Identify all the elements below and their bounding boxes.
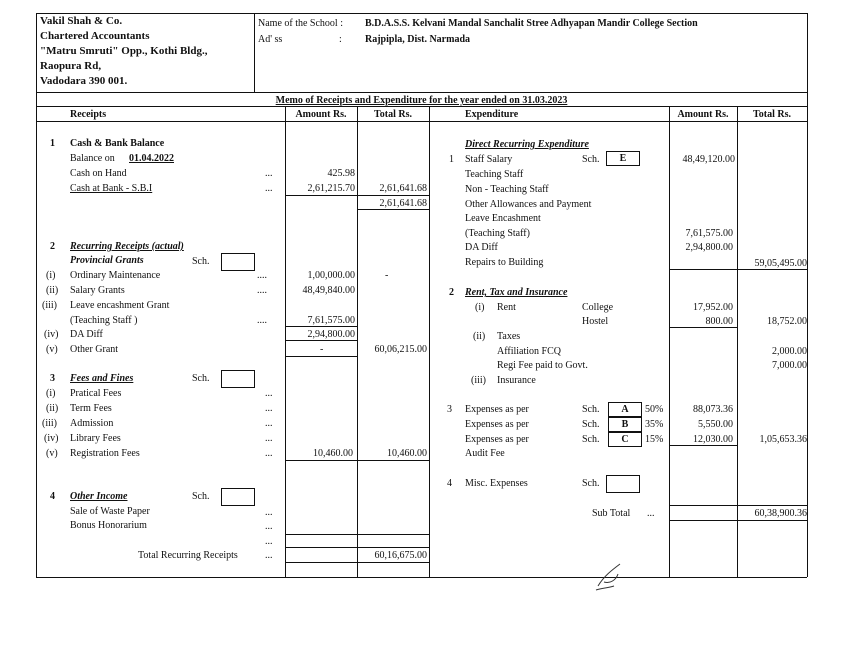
- r4-sch-box: [221, 488, 255, 506]
- e3-a-sch: Sch.: [582, 404, 600, 415]
- r3-rule: [285, 460, 429, 461]
- e1-sch-e: E: [606, 151, 640, 166]
- e3-b-sch: Sch.: [582, 419, 600, 430]
- e3-sch-a: A: [608, 402, 642, 417]
- r2-i-no: (i): [46, 270, 56, 281]
- e2-no: 2: [449, 287, 454, 298]
- e2-hostel: Hostel: [582, 316, 609, 327]
- e4-sch-box: [606, 475, 640, 493]
- header-bottom: [36, 92, 807, 93]
- r4-rule-a: [285, 534, 429, 535]
- r2-total: 60,06,215.00: [374, 344, 427, 355]
- r4-rule-b: [285, 547, 429, 548]
- e1-da-diff: DA Diff: [465, 242, 498, 253]
- r4-a-label: Sale of Waste Paper: [70, 506, 150, 517]
- e3-b-label: Expenses as per: [465, 419, 529, 430]
- e1-staff-salary: Staff Salary: [465, 154, 513, 165]
- e2-college: College: [582, 302, 614, 313]
- r3-v-dots: ...: [265, 448, 273, 459]
- e1-staff-salary-amt: 48,49,120.00: [682, 154, 735, 165]
- r2-i-label: Ordinary Maintenance: [70, 270, 161, 281]
- e1-total: 59,05,495.00: [754, 258, 807, 269]
- col-line-3: [429, 106, 430, 577]
- r1-total: 2,61,641.68: [379, 183, 427, 194]
- r2-iv-no: (iv): [44, 329, 59, 340]
- r3-ii-dots: ...: [265, 403, 273, 414]
- e2-rent-i: (i): [475, 302, 485, 313]
- r2-ii-label: Salary Grants: [70, 285, 125, 296]
- r4-b-dots: ...: [265, 521, 273, 532]
- r1-bank-dots: ...: [265, 183, 273, 194]
- r3-v-amt: 10,460.00: [313, 448, 353, 459]
- col-line-5: [737, 106, 738, 577]
- firm-line3: "Matru Smruti" Opp., Kothi Bldg.,: [40, 45, 208, 57]
- e3-rule: [669, 445, 737, 446]
- r4-sch: Sch.: [192, 491, 210, 502]
- frame-top: [36, 13, 807, 14]
- r2-i-dots: ....: [257, 270, 267, 281]
- firm-line2: Chartered Accountants: [40, 30, 150, 42]
- r3-no: 3: [50, 373, 55, 384]
- e3-a-label: Expenses as per: [465, 404, 529, 415]
- r3-title: Fees and Fines: [70, 373, 134, 384]
- e1-non-teaching: Non - Teaching Staff: [465, 184, 549, 195]
- r3-i-label: Pratical Fees: [70, 388, 122, 399]
- r1-cash-amt: 425.98: [327, 168, 355, 179]
- e2-rent-total: 18,752.00: [767, 316, 807, 327]
- col-amount: Amount Rs.: [295, 109, 347, 120]
- e1-leave-enc2: (Teaching Staff): [465, 228, 530, 239]
- frame-right: [807, 13, 808, 577]
- r2-v-label: Other Grant: [70, 344, 119, 355]
- e3-pct-b: 35%: [645, 419, 664, 430]
- subtotal-value: 60,38,900.36: [754, 508, 807, 519]
- colhead-bottom: [36, 121, 807, 122]
- r2-iv-label: DA Diff: [70, 329, 103, 340]
- e2-rent: Rent: [497, 302, 516, 313]
- e1-leave-enc: Leave Encashment: [465, 213, 541, 224]
- e3-amt-b: 5,550.00: [698, 419, 733, 430]
- e1-teaching: Teaching Staff: [465, 169, 524, 180]
- r3-ii-no: (ii): [46, 403, 59, 414]
- e1-sch: Sch.: [582, 154, 600, 165]
- r1-rule-a: [285, 195, 429, 196]
- e2-ins-iii: (iii): [471, 375, 486, 386]
- e3-c-label: Expenses as per: [465, 434, 529, 445]
- signature-mark: [590, 556, 630, 596]
- r3-total: 10,460.00: [387, 448, 427, 459]
- r1-cash-label: Cash on Hand: [70, 168, 127, 179]
- r2-sch: Sch.: [192, 256, 210, 267]
- frame-bottom: [36, 577, 807, 578]
- r3-ii-label: Term Fees: [70, 403, 112, 414]
- col-line-4: [669, 106, 670, 577]
- r2-ii-no: (ii): [46, 285, 59, 296]
- e3-audit-fee: Audit Fee: [465, 448, 505, 459]
- r1-balance-on: Balance on: [70, 153, 115, 164]
- total-receipts-value: 60,16,675.00: [374, 550, 427, 561]
- e3-c-sch: Sch.: [582, 434, 600, 445]
- r2-i-dash: -: [385, 270, 389, 281]
- subtotal-rule-bottom: [669, 520, 807, 521]
- r3-i-dots: ...: [265, 388, 273, 399]
- r2-iii-amt: 7,61,575.00: [307, 315, 355, 326]
- r2-i-amt: 1,00,000.00: [307, 270, 355, 281]
- e1-da-diff-amt: 2,94,800.00: [685, 242, 733, 253]
- r1-balance-date: 01.04.2022: [129, 153, 174, 164]
- r3-i-no: (i): [46, 388, 56, 399]
- e3-no: 3: [447, 404, 452, 415]
- r2-iii-label2: (Teaching Staff ): [70, 315, 138, 326]
- e3-pct-a: 50%: [645, 404, 664, 415]
- r4-title: Other Income: [70, 491, 128, 502]
- r1-title: Cash & Bank Balance: [70, 138, 165, 149]
- total-receipts-dots: ...: [265, 550, 273, 561]
- r2-iii-no: (iii): [42, 300, 57, 311]
- e1-repairs: Repairs to Building: [465, 257, 544, 268]
- school-name-label: Name of the School :: [258, 18, 343, 29]
- header-divider: [254, 13, 255, 92]
- e2-affiliation-total: 2,000.00: [772, 346, 807, 357]
- col-expenditure: Expenditure: [465, 109, 519, 120]
- e2-taxes: Taxes: [497, 331, 521, 342]
- r3-iv-no: (iv): [44, 433, 59, 444]
- r2-no: 2: [50, 241, 55, 252]
- r2-sub: Provincial Grants: [70, 255, 144, 266]
- r2-v-no: (v): [46, 344, 58, 355]
- title-bottom: [36, 106, 807, 107]
- e2-rule: [669, 327, 737, 328]
- e2-taxes-ii: (ii): [473, 331, 486, 342]
- subtotal-label: Sub Total: [592, 508, 631, 519]
- r3-iii-no: (iii): [42, 418, 57, 429]
- r2-iii-label: Leave encashment Grant: [70, 300, 170, 311]
- subtotal-rule-top: [669, 505, 807, 506]
- r2-rule-b: [285, 340, 357, 341]
- subtotal-dots: ...: [647, 508, 655, 519]
- school-address-label: Ad' ss: [258, 34, 283, 45]
- r2-title: Recurring Receipts (actual): [70, 241, 184, 252]
- r1-bank-amt: 2,61,215.70: [307, 183, 355, 194]
- memo-title: Memo of Receipts and Expenditure for the year ended on 31.03.2023: [275, 95, 568, 106]
- school-name-value: B.D.A.S.S. Kelvani Mandal Sanchalit Stree Adhyapan Mandir College Section: [365, 18, 698, 29]
- r2-v-amt: -: [320, 344, 324, 355]
- e3-pct-c: 15%: [645, 434, 664, 445]
- r2-ii-dots: ....: [257, 285, 267, 296]
- total-receipts-label: Total Recurring Receipts: [138, 550, 238, 561]
- e4-misc: Misc. Expenses: [465, 478, 528, 489]
- col-line-2: [357, 106, 358, 577]
- r4-a-dots: ...: [265, 507, 273, 518]
- r3-sch: Sch.: [192, 373, 210, 384]
- r4-b-label: Bonus Honorarium: [70, 520, 147, 531]
- firm-name: Vakil Shah & Co.: [40, 15, 123, 27]
- r3-v-label: Registration Fees: [70, 448, 140, 459]
- r1-cash-dots: ...: [265, 168, 273, 179]
- e1-other-allow: Other Allowances and Payment: [465, 199, 592, 210]
- col-total: Total Rs.: [374, 109, 412, 120]
- r2-rule-a: [285, 326, 357, 327]
- r1-rule-b: [357, 209, 429, 210]
- e1-rule: [669, 269, 807, 270]
- r1-no: 1: [50, 138, 55, 149]
- e2-college-amt: 17,952.00: [693, 302, 733, 313]
- r3-sch-box: [221, 370, 255, 388]
- r3-iii-dots: ...: [265, 418, 273, 429]
- r3-iv-dots: ...: [265, 433, 273, 444]
- r2-ii-amt: 48,49,840.00: [302, 285, 355, 296]
- firm-line4: Raopura Rd,: [40, 60, 102, 72]
- e3-sch-c: C: [608, 432, 642, 447]
- e4-sch: Sch.: [582, 478, 600, 489]
- e1-title: Direct Recurring Expenditure: [465, 139, 589, 150]
- r1-total-2: 2,61,641.68: [379, 198, 427, 209]
- e2-regi-total: 7,000.00: [772, 360, 807, 371]
- e2-title: Rent, Tax and Insurance: [465, 287, 568, 298]
- e2-insurance: Insurance: [497, 375, 536, 386]
- col-receipts: Receipts: [70, 109, 107, 120]
- e3-amt-a: 88,073.36: [693, 404, 733, 415]
- school-address-value: Rajpipla, Dist. Narmada: [365, 34, 471, 45]
- r3-iii-label: Admission: [70, 418, 114, 429]
- r2-sch-box: [221, 253, 255, 271]
- r2-iv-amt: 2,94,800.00: [307, 329, 355, 340]
- e1-no: 1: [449, 154, 454, 165]
- school-address-colon: :: [339, 34, 342, 45]
- e4-no: 4: [447, 478, 452, 489]
- r4-no: 4: [50, 491, 55, 502]
- r4-c-dots: ...: [265, 536, 273, 547]
- r3-v-no: (v): [46, 448, 58, 459]
- r2-iii-dots: ....: [257, 315, 267, 326]
- r1-bank-label: Cash at Bank - S.B.I: [70, 183, 153, 194]
- e3-total: 1,05,653.36: [759, 434, 807, 445]
- e2-affiliation: Affiliation FCQ: [497, 346, 561, 357]
- firm-line5: Vadodara 390 001.: [40, 75, 128, 87]
- total-receipts-rule: [285, 562, 429, 563]
- e3-sch-b: B: [608, 417, 642, 432]
- col-amount2: Amount Rs.: [677, 109, 729, 120]
- r3-iv-label: Library Fees: [70, 433, 121, 444]
- e3-amt-c: 12,030.00: [693, 434, 733, 445]
- col-total2: Total Rs.: [753, 109, 791, 120]
- r2-rule-c: [285, 356, 357, 357]
- e2-hostel-amt: 800.00: [705, 316, 733, 327]
- e1-leave-enc-amt: 7,61,575.00: [685, 228, 733, 239]
- e2-regi-fee: Regi Fee paid to Govt.: [497, 360, 588, 371]
